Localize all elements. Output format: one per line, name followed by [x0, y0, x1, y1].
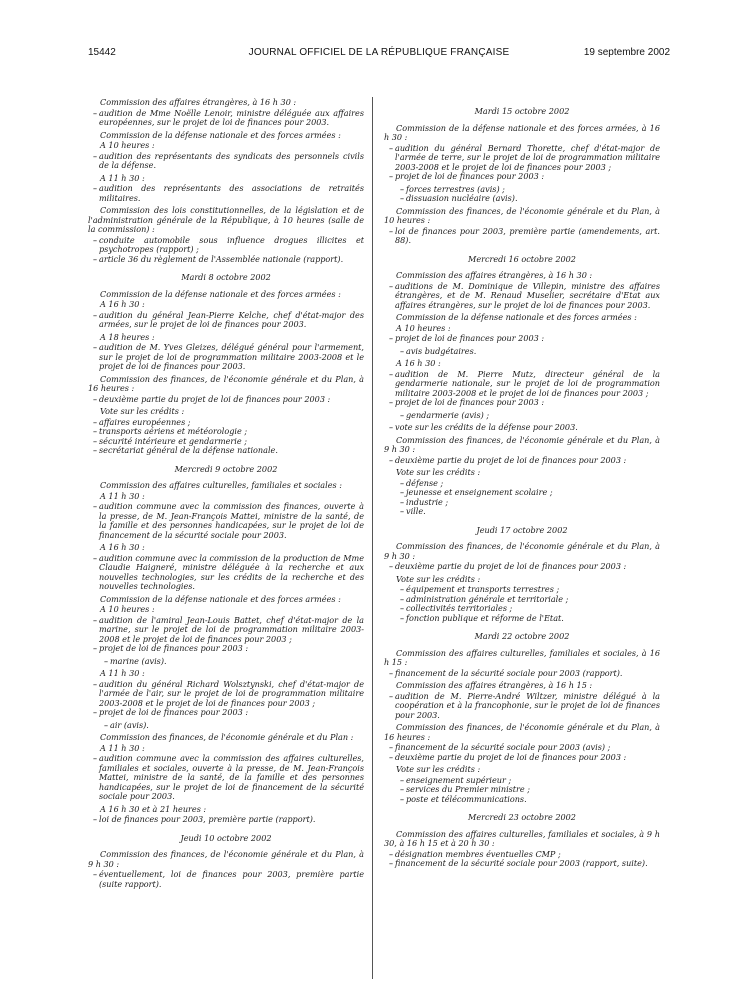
commission-heading-text: Commission des finances, de l'économie générale et du Plan, à 9 h 30 : — [384, 541, 660, 561]
dash-bullet-icon: – — [93, 234, 98, 245]
dash-bullet-icon: – — [93, 614, 98, 625]
list-item-text: marine (avis). — [110, 655, 167, 666]
list-item — [88, 657, 364, 667]
column-divider — [372, 97, 373, 979]
list-item-text: audition de l'amiral Jean-Louis Battet, chef d'état-major de la marine, sur le projet de loi de programmation militaire 2003-2008 et le projet de loi de finances pour 2003 ; — [99, 614, 364, 644]
dash-bullet-icon: – — [400, 603, 405, 613]
dash-bullet-icon: – — [93, 393, 98, 404]
list-item-text: sécurité intérieure et gendarmerie ; — [99, 435, 247, 446]
commission-heading — [88, 850, 364, 869]
commission-heading-text: Commission des affaires étrangères, à 16 h 30 : — [100, 97, 297, 107]
agenda-item-list — [384, 144, 660, 182]
dash-bullet-icon: – — [93, 552, 98, 563]
list-item-text: projet de loi de finances pour 2003 : — [99, 643, 249, 653]
list-item-text: fonction publique et réforme de l'Etat. — [406, 612, 564, 623]
list-item-text: forces terrestres (avis) ; — [406, 183, 505, 194]
day-heading-text: Mercredi 9 octobre 2002 — [174, 463, 278, 474]
list-item — [88, 311, 364, 330]
dash-bullet-icon: – — [389, 690, 394, 701]
commission-heading — [384, 649, 660, 668]
list-item — [384, 347, 660, 357]
commission-heading-text: Commission des affaires étrangères, à 16 h 30 : — [396, 270, 593, 280]
list-item — [384, 398, 660, 408]
agenda-item-list — [384, 743, 660, 762]
list-item — [88, 236, 364, 255]
dash-bullet-icon: – — [104, 719, 109, 730]
list-item — [88, 184, 364, 203]
commission-heading-text: Commission de la défense nationale et des forces armées, à 16 h 30 : — [384, 122, 660, 142]
list-item-text: affaires européennes ; — [99, 416, 191, 427]
list-item — [88, 721, 364, 731]
agenda-item-list — [384, 562, 660, 572]
sub-item-list — [384, 776, 660, 805]
list-item-text: deuxième partie du projet de loi de finances pour 2003 : — [395, 751, 627, 762]
agenda-item-list — [88, 554, 364, 592]
list-item-text: projet de loi de finances pour 2003 : — [395, 333, 545, 343]
list-item — [88, 343, 364, 372]
dash-bullet-icon: – — [93, 643, 98, 653]
dash-bullet-icon: – — [93, 253, 98, 264]
dash-bullet-icon: – — [93, 814, 98, 824]
time-label — [88, 805, 364, 815]
commission-heading — [88, 131, 364, 141]
time-label — [88, 333, 364, 343]
dash-bullet-icon: – — [389, 333, 394, 343]
time-label — [384, 359, 660, 369]
time-label — [384, 575, 660, 585]
dash-bullet-icon: – — [389, 397, 394, 407]
agenda-item-list — [88, 343, 364, 372]
list-item-text: éventuellement, loi de finances pour 2003, première partie (suite rapport). — [99, 869, 364, 889]
list-item — [88, 644, 364, 654]
time-label-text: A 16 h 30 et à 21 heures : — [100, 803, 207, 814]
list-item — [384, 692, 660, 721]
list-item-text: enseignement supérieur ; — [406, 774, 512, 785]
dash-bullet-icon: – — [400, 793, 405, 804]
dash-bullet-icon: – — [400, 506, 405, 516]
list-item — [88, 554, 364, 592]
commission-heading — [384, 436, 660, 455]
commission-heading — [88, 98, 364, 108]
commission-heading — [384, 124, 660, 143]
dash-bullet-icon: – — [93, 678, 98, 689]
journal-title: JOURNAL OFFICIEL DE LA RÉPUBLIQUE FRANÇAISE — [248, 47, 510, 58]
dash-bullet-icon: – — [400, 487, 405, 497]
agenda-item-list — [88, 184, 364, 203]
list-item — [384, 795, 660, 805]
list-item-text: vote sur les crédits de la défense pour 2003. — [395, 422, 578, 432]
list-item — [384, 334, 660, 344]
list-item — [88, 870, 364, 889]
dash-bullet-icon: – — [389, 848, 394, 859]
left-column — [88, 98, 364, 892]
sub-item-list — [384, 479, 660, 517]
dash-bullet-icon: – — [93, 869, 98, 879]
list-item — [384, 669, 660, 679]
list-item — [384, 194, 660, 204]
dash-bullet-icon: – — [93, 416, 98, 427]
list-item-text: financement de la sécurité sociale pour 2003 (rapport). — [395, 667, 623, 678]
commission-heading — [88, 481, 364, 491]
sub-item-list — [384, 411, 660, 421]
dash-bullet-icon: – — [400, 409, 405, 420]
list-item-text: audition du général Richard Wolsztynski, chef d'état-major de l'armée de l'air, sur le projet de loi de programmation militaire 2003-2008 et le projet de loi de finances pour 2003 ; — [99, 678, 364, 708]
commission-heading — [384, 313, 660, 323]
list-item-text: deuxième partie du projet de loi de finances pour 2003 : — [99, 393, 331, 404]
commission-heading — [384, 681, 660, 691]
time-label-text: Vote sur les crédits : — [396, 467, 481, 477]
dash-bullet-icon: – — [389, 422, 394, 432]
time-label — [384, 765, 660, 775]
list-item — [384, 456, 660, 466]
agenda-item-list — [384, 370, 660, 408]
commission-heading-text: Commission des lois constitutionnelles, de la législation et de l'administration générale de la République, à 10 heures (salle de la commission) : — [88, 205, 364, 234]
dash-bullet-icon: – — [400, 774, 405, 785]
time-label-text: Vote sur les crédits : — [100, 406, 185, 416]
list-item — [88, 502, 364, 540]
day-heading — [384, 632, 660, 642]
list-item — [384, 411, 660, 421]
agenda-item-list — [384, 456, 660, 466]
time-label-text: A 10 heures : — [100, 140, 155, 150]
dash-bullet-icon: – — [93, 753, 98, 763]
dash-bullet-icon: – — [93, 501, 98, 511]
list-item-text: gendarmerie (avis) ; — [406, 409, 490, 420]
list-item — [384, 859, 660, 869]
list-item-text: poste et télécommunications. — [406, 793, 527, 804]
dash-bullet-icon: – — [389, 225, 394, 236]
list-item-text: défense ; — [406, 477, 444, 488]
page-number: 15442 — [88, 47, 116, 58]
commission-heading-text: Commission des finances, de l'économie générale et du Plan, à 10 heures : — [384, 205, 660, 225]
list-item — [88, 616, 364, 645]
agenda-item-list — [88, 680, 364, 718]
dash-bullet-icon: – — [400, 584, 405, 594]
list-item-text: deuxième partie du projet de loi de finances pour 2003 : — [395, 561, 627, 571]
dash-bullet-icon: – — [93, 309, 98, 320]
time-label — [88, 407, 364, 417]
list-item-text: audition des représentants des associations de retraités militaires. — [99, 183, 364, 203]
list-item-text: secrétariat général de la défense nationale. — [99, 445, 278, 455]
commission-heading-text: Commission des finances, de l'économie générale et du Plan, à 9 h 30 : — [384, 434, 660, 454]
day-heading — [384, 255, 660, 265]
dash-bullet-icon: – — [400, 612, 405, 623]
commission-heading-text: Commission de la défense nationale et des forces armées : — [100, 593, 341, 604]
day-heading-text: Mercredi 23 octobre 2002 — [468, 812, 576, 822]
agenda-item-list — [384, 850, 660, 869]
agenda-item-list — [384, 692, 660, 721]
list-item-text: industrie ; — [406, 496, 449, 507]
list-item — [384, 370, 660, 399]
list-item-text: projet de loi de finances pour 2003 : — [395, 171, 545, 181]
list-item-text: auditions de M. Dominique de Villepin, ministre des affaires étrangères, et de M. Renaud Muselier, secrétaire d'Etat aux affaires étrangères, sur le projet de loi de finances pour 2003. — [395, 280, 660, 310]
list-item — [88, 395, 364, 405]
time-label-text: A 11 h 30 : — [100, 668, 145, 678]
dash-bullet-icon: – — [389, 142, 394, 153]
agenda-item-list — [88, 311, 364, 330]
agenda-item-list — [384, 423, 660, 433]
dash-bullet-icon: – — [400, 345, 405, 356]
agenda-item-list — [88, 754, 364, 802]
list-item-text: audition commune avec la commission de la production de Mme Claudie Haigneré, ministre déléguée à la recherche et aux nouvelles technologies, sur les crédits de la recherche et des nouvelles technologies. — [99, 552, 364, 591]
list-item-text: audition commune avec la commission des affaires culturelles, familiales et sociales, ouverte à la presse, de M. Jean-François Mattei, ministre de la santé, de la famille et des personnes handicapées, sur le projet de loi de financement de la sécurité sociale pour 2003. — [99, 753, 364, 801]
commission-heading — [384, 723, 660, 742]
list-item-text: avis budgétaires. — [406, 345, 477, 356]
day-heading-text: Jeudi 10 octobre 2002 — [180, 832, 272, 843]
list-item-text: équipement et transports terrestres ; — [406, 584, 560, 594]
time-label — [88, 669, 364, 679]
day-heading — [384, 107, 660, 117]
list-item-text: audition commune avec la commission des finances, ouverte à la presse, de M. Jean-François Mattei, ministre de la santé, de la famille et des personnes handicapées, sur le projet de loi de financement de la sécurité sociale pour 2003. — [99, 501, 364, 540]
day-heading-text: Mardi 22 octobre 2002 — [474, 631, 570, 641]
dash-bullet-icon: – — [104, 655, 109, 666]
agenda-item-list — [88, 502, 364, 540]
right-column — [384, 98, 660, 872]
commission-heading — [384, 830, 660, 849]
list-item-text: ville. — [406, 506, 426, 516]
dash-bullet-icon: – — [389, 280, 394, 291]
commission-heading — [88, 375, 364, 394]
agenda-item-list — [88, 815, 364, 825]
commission-heading — [88, 290, 364, 300]
dash-bullet-icon: – — [93, 426, 98, 436]
dash-bullet-icon: – — [400, 183, 405, 194]
commission-heading-text: Commission de la défense nationale et des forces armées : — [100, 288, 341, 299]
list-item — [88, 255, 364, 265]
dash-bullet-icon: – — [400, 193, 405, 203]
day-heading — [384, 526, 660, 536]
time-label-text: A 16 h 30 : — [100, 542, 145, 552]
list-item — [384, 614, 660, 624]
list-item-text: audition des représentants des syndicats des personnels civils de la défense. — [99, 150, 364, 170]
time-label — [88, 174, 364, 184]
sub-item-list — [384, 585, 660, 623]
list-item-text: projet de loi de finances pour 2003 : — [395, 397, 545, 407]
list-item-text: loi de finances pour 2003, première partie (amendements, art. 88). — [395, 225, 660, 245]
time-label-text: A 11 h 30 : — [100, 490, 145, 501]
agenda-item-list — [384, 669, 660, 679]
day-heading — [384, 813, 660, 823]
list-item-text: audition de Mme Noëlle Lenoir, ministre déléguée aux affaires européennes, sur le projet de loi de finances pour 2003. — [99, 107, 364, 127]
time-label — [88, 543, 364, 553]
dash-bullet-icon: – — [389, 561, 394, 571]
time-label — [88, 605, 364, 615]
sub-item-list — [384, 185, 660, 204]
agenda-item-list — [88, 152, 364, 171]
list-item — [88, 109, 364, 128]
commission-heading — [88, 733, 364, 743]
list-item-text: audition de M. Pierre-André Wiltzer, ministre délégué à la coopération et à la francophonie, sur le projet de loi de finances pour 2003. — [395, 690, 660, 720]
agenda-item-list — [384, 334, 660, 344]
commission-heading-text: Commission de la défense nationale et des forces armées : — [100, 129, 341, 140]
dash-bullet-icon: – — [93, 150, 98, 161]
dash-bullet-icon: – — [389, 742, 394, 752]
agenda-item-list — [384, 282, 660, 311]
dash-bullet-icon: – — [93, 445, 98, 455]
list-item — [384, 507, 660, 517]
sub-item-list — [384, 347, 660, 357]
dash-bullet-icon: – — [389, 454, 394, 465]
agenda-item-list — [384, 227, 660, 246]
list-item — [88, 815, 364, 825]
list-item-text: loi de finances pour 2003, première partie (rapport). — [99, 814, 316, 824]
time-label — [88, 300, 364, 310]
list-item — [384, 753, 660, 763]
commission-heading — [384, 271, 660, 281]
dash-bullet-icon: – — [93, 435, 98, 446]
list-item-text: collectivités territoriales ; — [406, 603, 513, 613]
time-label-text: A 11 h 30 : — [100, 742, 145, 753]
time-label-text: A 18 heures : — [100, 331, 155, 342]
agenda-item-list — [88, 395, 364, 405]
dash-bullet-icon: – — [400, 784, 405, 794]
commission-heading-text: Commission des finances, de l'économie générale et du Plan, à 9 h 30 : — [88, 849, 364, 869]
time-label-text: A 10 heures : — [100, 604, 155, 614]
list-item-text: article 36 du règlement de l'Assemblée nationale (rapport). — [99, 253, 344, 264]
dash-bullet-icon: – — [389, 368, 394, 379]
time-label — [88, 744, 364, 754]
day-heading — [88, 834, 364, 844]
day-heading-text: Mardi 15 octobre 2002 — [474, 106, 570, 116]
time-label — [88, 492, 364, 502]
commission-heading-text: Commission des finances, de l'économie générale et du Plan : — [100, 732, 354, 742]
commission-heading-text: Commission des affaires culturelles, familiales et sociales, à 16 h 15 : — [384, 647, 660, 667]
dash-bullet-icon: – — [389, 171, 394, 181]
commission-heading — [88, 595, 364, 605]
day-heading — [88, 465, 364, 475]
time-label-text: A 11 h 30 : — [100, 172, 145, 183]
dash-bullet-icon: – — [389, 751, 394, 762]
time-label-text: A 10 heures : — [396, 322, 451, 333]
list-item-text: audition de M. Yves Gleizes, délégué général pour l'armement, sur le projet de loi de programmation militaire 2003-2008 et le projet de loi de finances pour 2003. — [99, 342, 364, 371]
time-label-text: A 16 h 30 : — [100, 299, 145, 309]
issue-date: 19 septembre 2002 — [583, 47, 670, 58]
dash-bullet-icon: – — [400, 496, 405, 507]
list-item — [88, 680, 364, 709]
list-item-text: deuxième partie du projet de loi de finances pour 2003 : — [395, 454, 627, 465]
day-heading-text: Mardi 8 octobre 2002 — [181, 272, 271, 282]
commission-heading — [88, 206, 364, 235]
commission-heading-text: Commission des affaires culturelles, familiales et sociales : — [100, 480, 342, 490]
list-item — [88, 152, 364, 171]
agenda-item-list — [88, 418, 364, 456]
list-item-text: audition du général Jean-Pierre Kelche, chef d'état-major des armées, sur le projet de loi de finances pour 2003. — [99, 309, 364, 329]
list-item — [88, 446, 364, 456]
commission-heading — [384, 542, 660, 561]
dash-bullet-icon: – — [389, 667, 394, 678]
list-item — [384, 172, 660, 182]
agenda-item-list — [88, 236, 364, 265]
list-item — [384, 282, 660, 311]
commission-heading-text: Commission des affaires culturelles, familiales et sociales, à 9 h 30, à 16 h 15 et à 20 h 30 : — [384, 828, 660, 848]
time-label — [88, 141, 364, 151]
list-item-text: désignation membres éventuelles CMP ; — [395, 848, 561, 859]
dash-bullet-icon: – — [93, 707, 98, 717]
list-item — [384, 423, 660, 433]
dash-bullet-icon: – — [93, 183, 98, 193]
list-item-text: services du Premier ministre ; — [406, 784, 531, 794]
list-item-text: air (avis). — [110, 719, 149, 730]
agenda-item-list — [88, 616, 364, 654]
list-item-text: financement de la sécurité sociale pour 2003 (rapport, suite). — [395, 858, 648, 868]
list-item-text: jeunesse et enseignement scolaire ; — [406, 487, 553, 497]
list-item-text: conduite automobile sous influence drogues illicites et psychotropes (rapport) ; — [99, 234, 364, 254]
list-item-text: audition du général Bernard Thorette, chef d'état-major de l'armée de terre, sur le projet de loi de programmation militaire 2003-2008 et le projet de loi de finances pour 2003 ; — [395, 142, 660, 172]
dash-bullet-icon: – — [93, 107, 98, 118]
day-heading-text: Jeudi 17 octobre 2002 — [476, 524, 568, 535]
dash-bullet-icon: – — [389, 858, 394, 868]
list-item-text: financement de la sécurité sociale pour 2003 (avis) ; — [395, 742, 611, 752]
list-item — [384, 562, 660, 572]
list-item — [88, 754, 364, 802]
time-label-text: Vote sur les crédits : — [396, 573, 481, 584]
commission-heading-text: Commission des finances, de l'économie générale et du Plan, à 16 heures : — [384, 722, 660, 742]
dash-bullet-icon: – — [93, 342, 98, 352]
list-item — [384, 227, 660, 246]
time-label — [384, 324, 660, 334]
agenda-item-list — [88, 870, 364, 889]
list-item — [384, 144, 660, 173]
dash-bullet-icon: – — [400, 593, 405, 604]
time-label-text: Vote sur les crédits : — [396, 764, 481, 774]
list-item-text: audition de M. Pierre Mutz, directeur général de la gendarmerie nationale, sur le projet de loi de programmation militaire 2003-2008 et le projet de loi de finances pour 2003 ; — [395, 368, 660, 398]
commission-heading-text: Commission de la défense nationale et des forces armées : — [396, 312, 637, 322]
list-item — [88, 708, 364, 718]
day-heading-text: Mercredi 16 octobre 2002 — [468, 253, 576, 264]
sub-item-list — [88, 657, 364, 667]
list-item-text: transports aériens et météorologie ; — [99, 426, 248, 436]
day-heading — [88, 273, 364, 283]
page-header — [88, 47, 670, 63]
time-label — [384, 468, 660, 478]
agenda-item-list — [88, 109, 364, 128]
list-item-text: projet de loi de finances pour 2003 : — [99, 707, 249, 717]
commission-heading-text: Commission des affaires étrangères, à 16 h 15 : — [396, 680, 593, 690]
commission-heading — [384, 207, 660, 226]
time-label-text: A 16 h 30 : — [396, 358, 441, 368]
dash-bullet-icon: – — [400, 477, 405, 488]
sub-item-list — [88, 721, 364, 731]
list-item-text: dissuasion nucléaire (avis). — [406, 193, 518, 203]
commission-heading-text: Commission des finances, de l'économie générale et du Plan, à 16 heures : — [88, 373, 364, 393]
list-item-text: administration générale et territoriale ; — [406, 593, 569, 604]
